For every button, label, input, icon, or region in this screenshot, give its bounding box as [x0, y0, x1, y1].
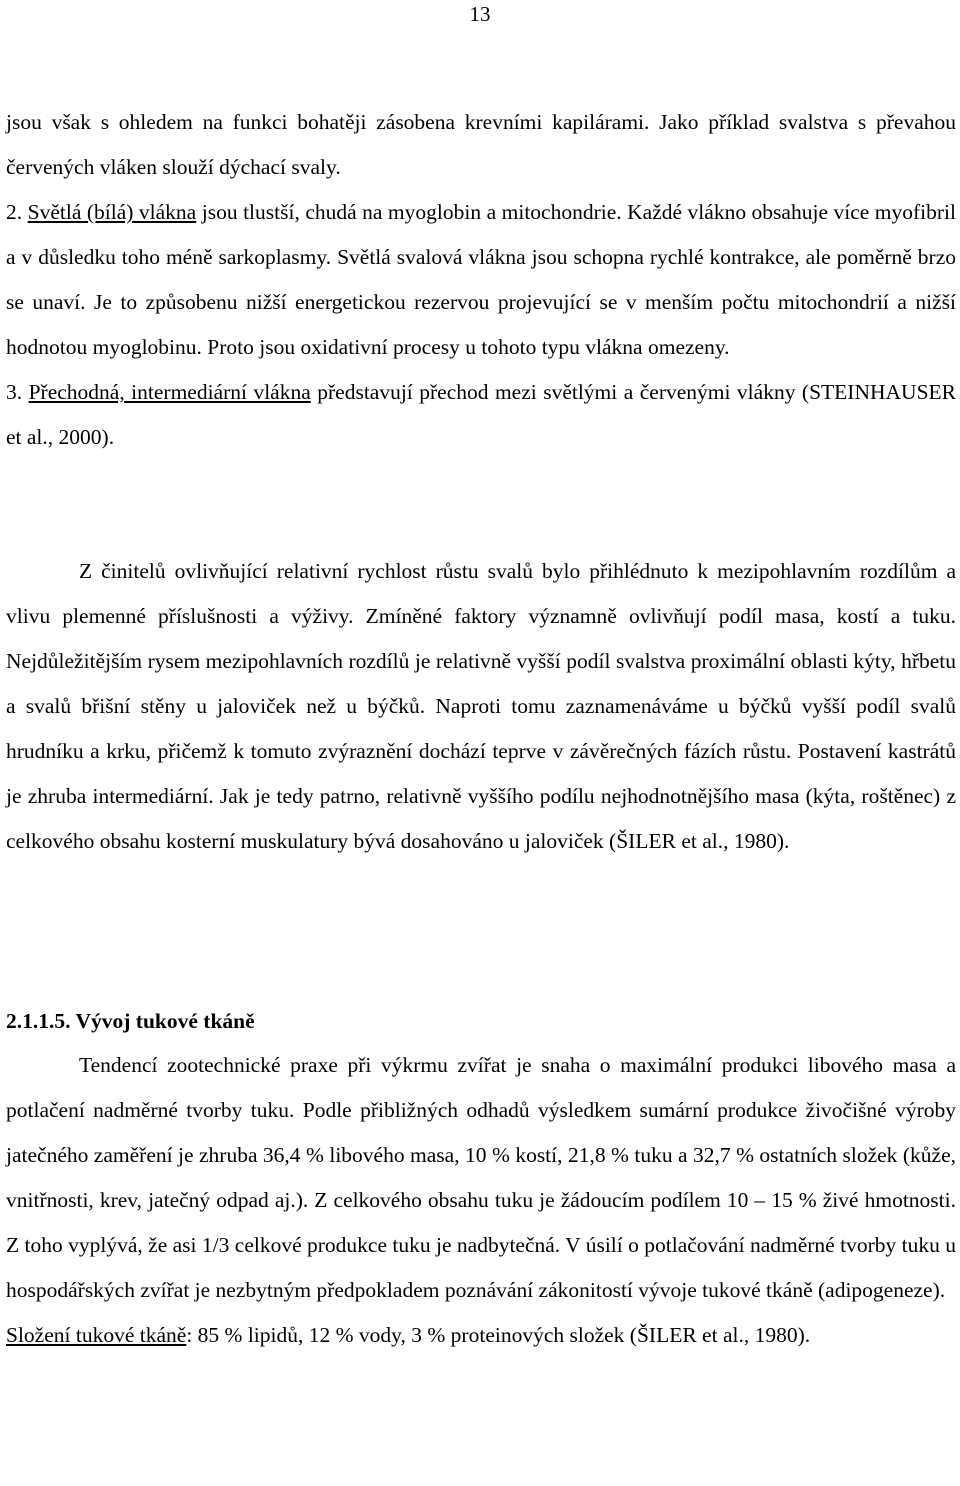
term-white-fibers: Světlá (bílá) vlákna	[27, 200, 197, 224]
paragraph-fat-tissue: Tendencí zootechnické praxe při výkrmu zvířat je snaha o maximální produkci libového masa a potlačení nadměrné tvorby tuku. Podle přibližných odhadů výsledkem sumární produkce živočišné výroby jatečného zaměření je zhruba 36,4 % libového masa, 10 % kostí, 21,8 % tuku a 32,7 % ostatních složek (kůže, vnitřnosti, krev, jatečný odpad aj.). Z celkového obsahu tuku je žádoucím podílem 10 – 15 % živé hmotnosti. Z toho vyplývá, že asi 1/3 celkové produkce tuku je nadbytečná. V úsilí o potlačování nadměrné tvorby tuku u hospodářských zvířat je nezbytným předpokladem poznávání zákonitostí vývoje tukové tkáně (adipogeneze).	[6, 1053, 956, 1302]
paragraph-white-fibers	[6, 190, 956, 370]
term-intermediate-fibers: Přechodná, intermediární vlákna	[28, 380, 311, 404]
paragraph-fat-composition	[6, 1313, 956, 1358]
page-number: 13	[469, 2, 491, 26]
fat-composition-text: : 85 % lipidů, 12 % vody, 3 % proteinových složek (ŠILER et al., 1980).	[186, 1323, 811, 1347]
list-number: 2.	[6, 200, 23, 224]
white-fibers-text: jsou tlustší, chudá na myoglobin a mitochondrie. Každé vlákno obsahuje více myofibril a v důsledku toho méně sarkoplasmy. Světlá svalová vlákna jsou schopna rychlé kontrakce, ale poměrně brzo se unaví. Je to způsobenu nižší energetickou rezervou projevující se v menším počtu mitochondrií a nižší hodnotou myoglobinu. Proto jsou oxidativní procesy u tohoto typu vlákna omezeny.	[6, 200, 957, 359]
intermediate-fibers-text: představují přechod mezi světlými a červenými vlákny (STEINHAUSER et al., 2000).	[6, 380, 956, 449]
paragraph-red-fibers-end: jsou však s ohledem na funkci bohatěji zásobena krevními kapilárami. Jako příklad svalstva s převahou červených vláken slouží dýchací svaly.	[6, 110, 956, 179]
paragraph-intermediate-fibers	[6, 370, 956, 460]
list-number: 3.	[6, 380, 23, 404]
growth-factors-section	[6, 549, 956, 864]
section-heading: 2.1.1.5. Vývoj tukové tkáně	[6, 1009, 255, 1033]
fat-tissue-section	[6, 1043, 956, 1358]
paragraph-growth-factors: Z činitelů ovlivňující relativní rychlost růstu svalů bylo přihlédnuto k mezipohlavním rozdílům a vlivu plemenné příslušnosti a výživy. Zmíněné faktory významně ovlivňují podíl masa, kostí a tuku. Nejdůležitějším rysem mezipohlavních rozdílů je relativně vyšší podíl svalstva proximální oblasti kýty, hřbetu a svalů břišní stěny u jaloviček než u býčků. Naproti tomu zaznamenáváme u býčků vyšší podíl svalů hrudníku a krku, přičemž k tomuto zvýraznění dochází teprve v závěrečných fázích růstu. Postavení kastrátů je zhruba intermediární. Jak je tedy patrno, relativně vyššího podílu nejhodnotnějšího masa (kýta, roštěnec) z celkového obsahu kosterní muskulatury bývá dosahováno u jaloviček (ŠILER et al., 1980).	[6, 559, 956, 853]
fiber-types-section	[6, 100, 956, 460]
term-fat-composition: Složení tukové tkáně	[6, 1323, 187, 1347]
